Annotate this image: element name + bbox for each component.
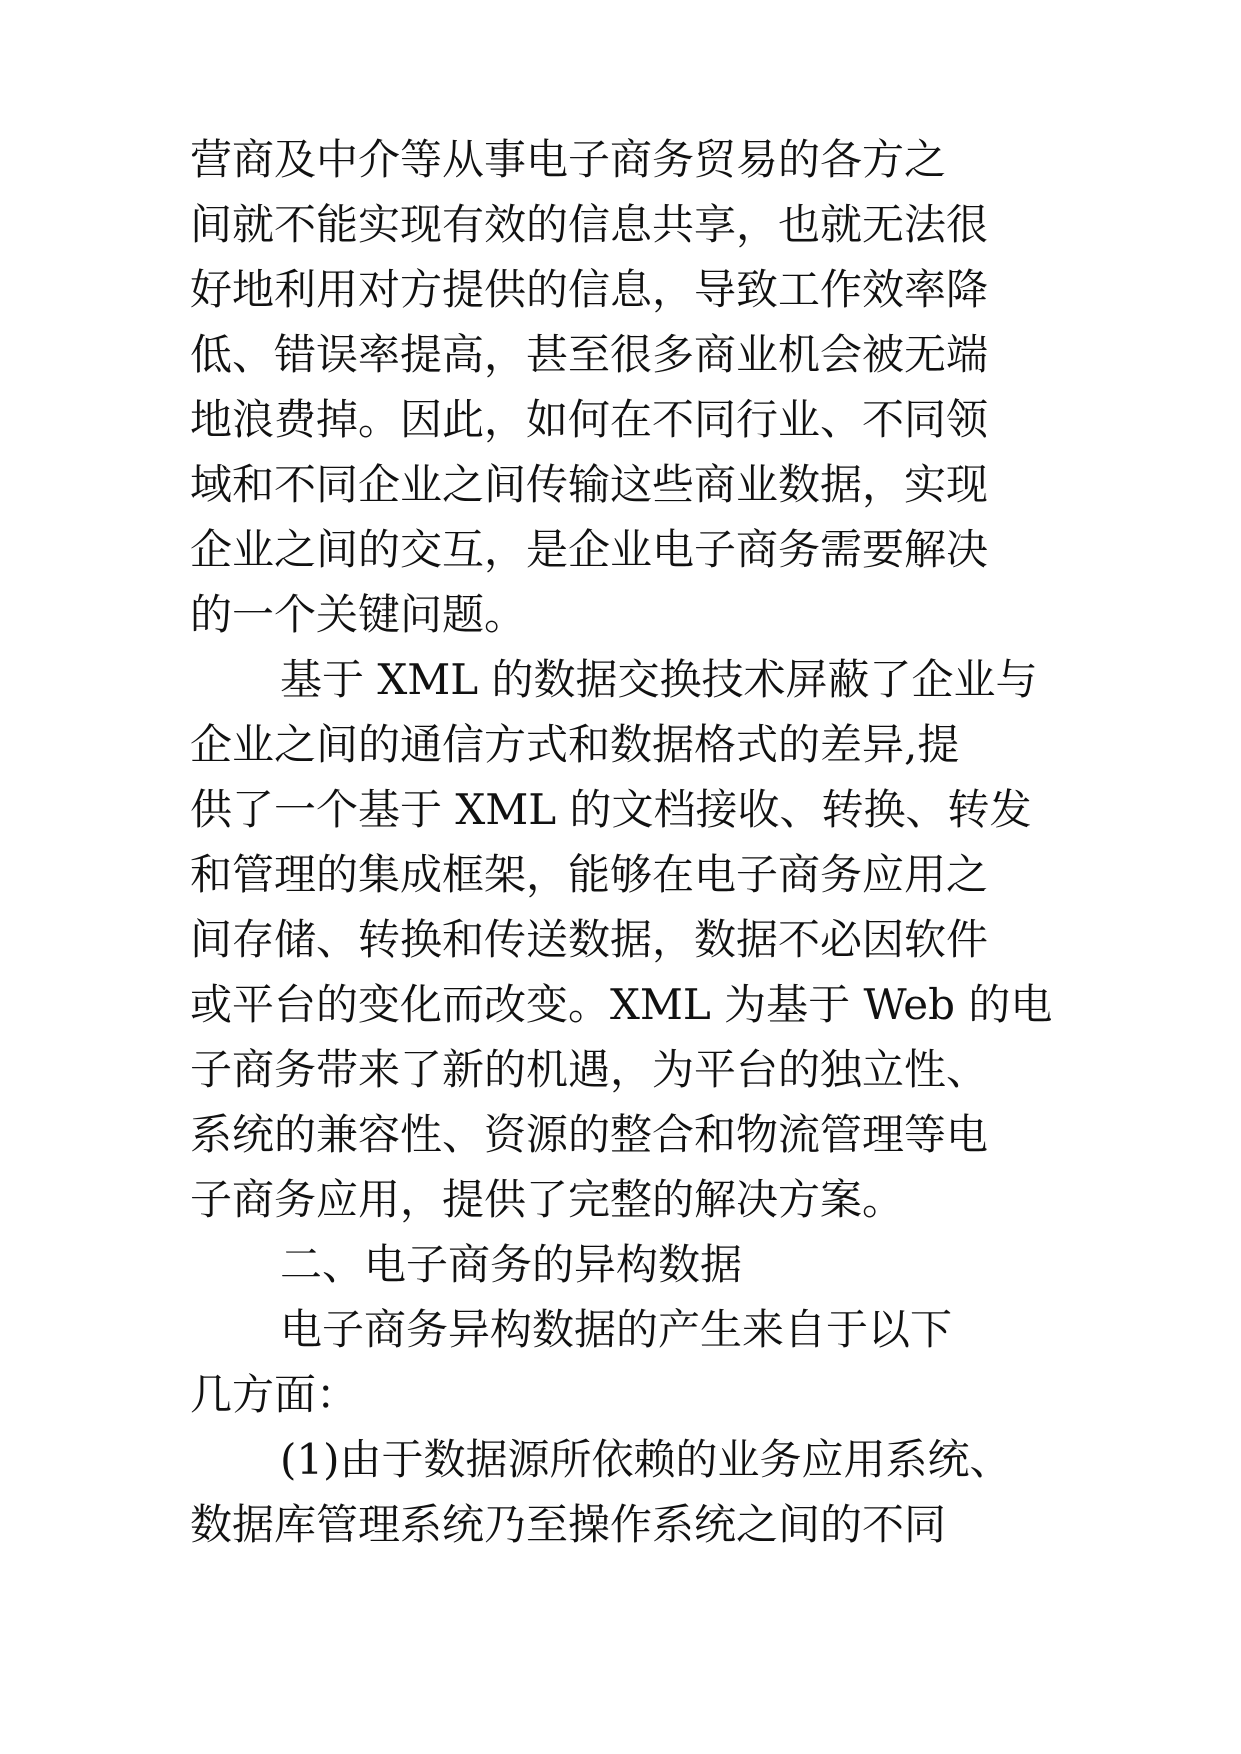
text-line: 电子商务异构数据的产生来自于以下 [280,1305,953,1354]
text-line: 企业之间的通信方式和数据格式的差异,提 [190,720,960,769]
text-line: 数据库管理系统乃至操作系统之间的不同 [190,1500,947,1549]
text-line: 企业之间的交互，是企业电子商务需要解决 [190,525,989,574]
section-heading: 二、电子商务的异构数据 [280,1240,743,1289]
text-line: 和管理的集成框架，能够在电子商务应用之 [190,850,989,899]
text-line: 或平台的变化而改变。XML 为基于 Web 的电 [190,980,1053,1029]
text-line: 子商务带来了新的机遇，为平台的独立性、 [190,1045,989,1094]
text-line: 营商及中介等从事电子商务贸易的各方之 [190,135,947,184]
text-line: 供了一个基于 XML 的文档接收、转换、转发 [190,785,1032,834]
text-line: 的一个关键问题。 [190,590,527,639]
text-line: 系统的兼容性、资源的整合和物流管理等电 [190,1110,989,1159]
text-line: 几方面： [190,1370,359,1419]
text-line: 间就不能实现有效的信息共享，也就无法很 [190,200,989,249]
text-line: 基于 XML 的数据交换技术屏蔽了企业与 [280,655,1038,704]
text-line: 域和不同企业之间传输这些商业数据，实现 [190,460,989,509]
text-line: (1)由于数据源所依赖的业务应用系统、 [280,1435,1012,1484]
text-line: 间存储、转换和传送数据，数据不必因软件 [190,915,989,964]
text-line: 地浪费掉。因此，如何在不同行业、不同领 [190,395,989,444]
text-line: 子商务应用，提供了完整的解决方案。 [190,1175,905,1224]
text-line: 好地利用对方提供的信息，导致工作效率降 [190,265,989,314]
text-line: 低、错误率提高，甚至很多商业机会被无端 [190,330,989,379]
